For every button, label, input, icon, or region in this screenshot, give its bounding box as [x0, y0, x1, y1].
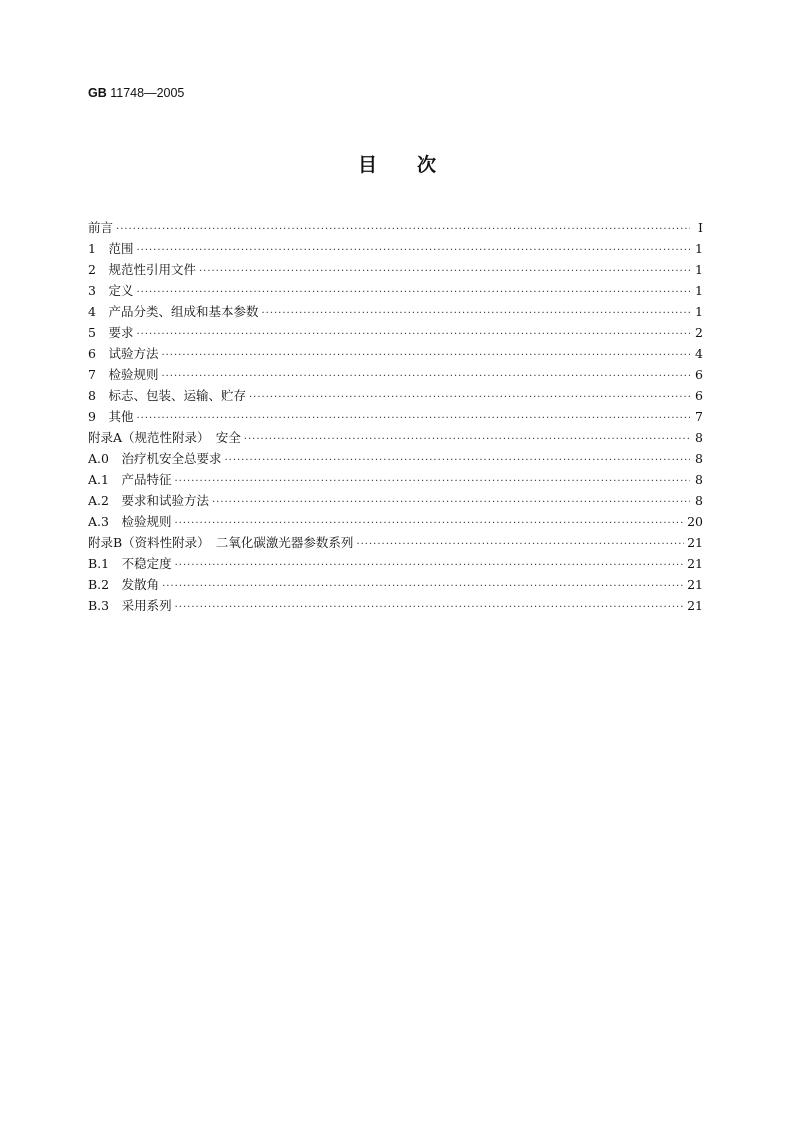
- toc-entry-label: 4 产品分类、组成和基本参数: [88, 304, 259, 319]
- toc-entry-label: A.0 治疗机安全总要求: [88, 451, 222, 466]
- toc-entry-page: 1: [695, 283, 703, 298]
- toc-leader-dots: [136, 287, 690, 298]
- toc-entry-page: 7: [695, 409, 703, 424]
- toc-entry-page: 21: [687, 535, 703, 550]
- toc-leader-dots: [244, 434, 690, 445]
- toc-entry[interactable]: [88, 365, 703, 386]
- toc-entry-page: 21: [687, 556, 703, 571]
- toc-entry[interactable]: [88, 323, 703, 344]
- toc-entry-label: 5 要求: [88, 325, 134, 340]
- toc-entry-label: 6 试验方法: [88, 346, 159, 361]
- toc-entry[interactable]: [88, 344, 703, 365]
- toc-entry-label: 前言: [88, 220, 114, 235]
- toc-entry[interactable]: [88, 491, 703, 512]
- toc-entry-label: 8 标志、包装、运输、贮存: [88, 388, 246, 403]
- toc-entry[interactable]: [88, 449, 703, 470]
- toc-entry[interactable]: [88, 239, 703, 260]
- toc-entry-page: 8: [695, 430, 703, 445]
- toc-entry[interactable]: [88, 218, 703, 239]
- table-of-contents: [88, 218, 703, 617]
- toc-entry-label: A.2 要求和试验方法: [88, 493, 209, 508]
- toc-entry[interactable]: [88, 512, 703, 533]
- toc-entry-label: 附录A（规范性附录） 安全: [88, 430, 241, 445]
- toc-entry[interactable]: [88, 596, 703, 617]
- toc-entry-page: 1: [695, 241, 703, 256]
- toc-entry-label: 3 定义: [88, 283, 134, 298]
- toc-entry-page: 20: [687, 514, 703, 529]
- toc-entry-label: B.3 采用系列: [88, 598, 172, 613]
- toc-entry-page: 1: [695, 304, 703, 319]
- toc-entry-page: 2: [695, 325, 703, 340]
- toc-entry[interactable]: [88, 386, 703, 407]
- standard-number: 11748—2005: [110, 86, 185, 100]
- toc-leader-dots: [261, 308, 690, 319]
- toc-leader-dots: [224, 455, 690, 466]
- toc-leader-dots: [356, 539, 684, 550]
- toc-entry-page: 21: [687, 598, 703, 613]
- toc-entry-page: 4: [695, 346, 703, 361]
- toc-entry[interactable]: [88, 302, 703, 323]
- toc-leader-dots: [175, 560, 684, 571]
- toc-entry-page: 6: [695, 367, 703, 382]
- toc-entry-label: 7 检验规则: [88, 367, 159, 382]
- toc-leader-dots: [116, 224, 690, 235]
- toc-entry[interactable]: [88, 281, 703, 302]
- toc-entry-page: 21: [687, 577, 703, 592]
- toc-leader-dots: [162, 581, 684, 592]
- toc-entry-label: A.3 检验规则: [88, 514, 172, 529]
- toc-entry[interactable]: [88, 533, 703, 554]
- toc-entry-label: 1 范围: [88, 241, 134, 256]
- toc-entry-label: 附录B（资料性附录） 二氧化碳激光器参数系列: [88, 535, 354, 550]
- toc-entry-page: 8: [695, 472, 703, 487]
- toc-entry[interactable]: [88, 554, 703, 575]
- toc-entry-page: I: [698, 220, 703, 235]
- toc-leader-dots: [161, 350, 690, 361]
- toc-entry-page: 1: [695, 262, 703, 277]
- toc-entry[interactable]: [88, 428, 703, 449]
- toc-entry[interactable]: [88, 470, 703, 491]
- toc-leader-dots: [174, 476, 690, 487]
- toc-entry[interactable]: [88, 407, 703, 428]
- toc-entry-label: B.1 不稳定度: [88, 556, 172, 571]
- toc-leader-dots: [174, 518, 684, 529]
- toc-entry-page: 8: [695, 493, 703, 508]
- toc-leader-dots: [175, 602, 684, 613]
- document-header: [88, 86, 184, 100]
- toc-entry-label: 9 其他: [88, 409, 134, 424]
- toc-entry-label: 2 规范性引用文件: [88, 262, 196, 277]
- toc-leader-dots: [136, 329, 690, 340]
- toc-entry-page: 6: [695, 388, 703, 403]
- toc-entry-label: B.2 发散角: [88, 577, 160, 592]
- toc-leader-dots: [136, 245, 690, 256]
- toc-leader-dots: [212, 497, 690, 508]
- page-title: 目次: [357, 154, 476, 176]
- toc-leader-dots: [249, 392, 690, 403]
- toc-leader-dots: [136, 413, 690, 424]
- toc-entry[interactable]: [88, 575, 703, 596]
- toc-leader-dots: [199, 266, 690, 277]
- standard-prefix: GB: [88, 86, 107, 100]
- toc-leader-dots: [161, 371, 690, 382]
- toc-entry[interactable]: [88, 260, 703, 281]
- toc-entry-label: A.1 产品特征: [88, 472, 172, 487]
- toc-entry-page: 8: [695, 451, 703, 466]
